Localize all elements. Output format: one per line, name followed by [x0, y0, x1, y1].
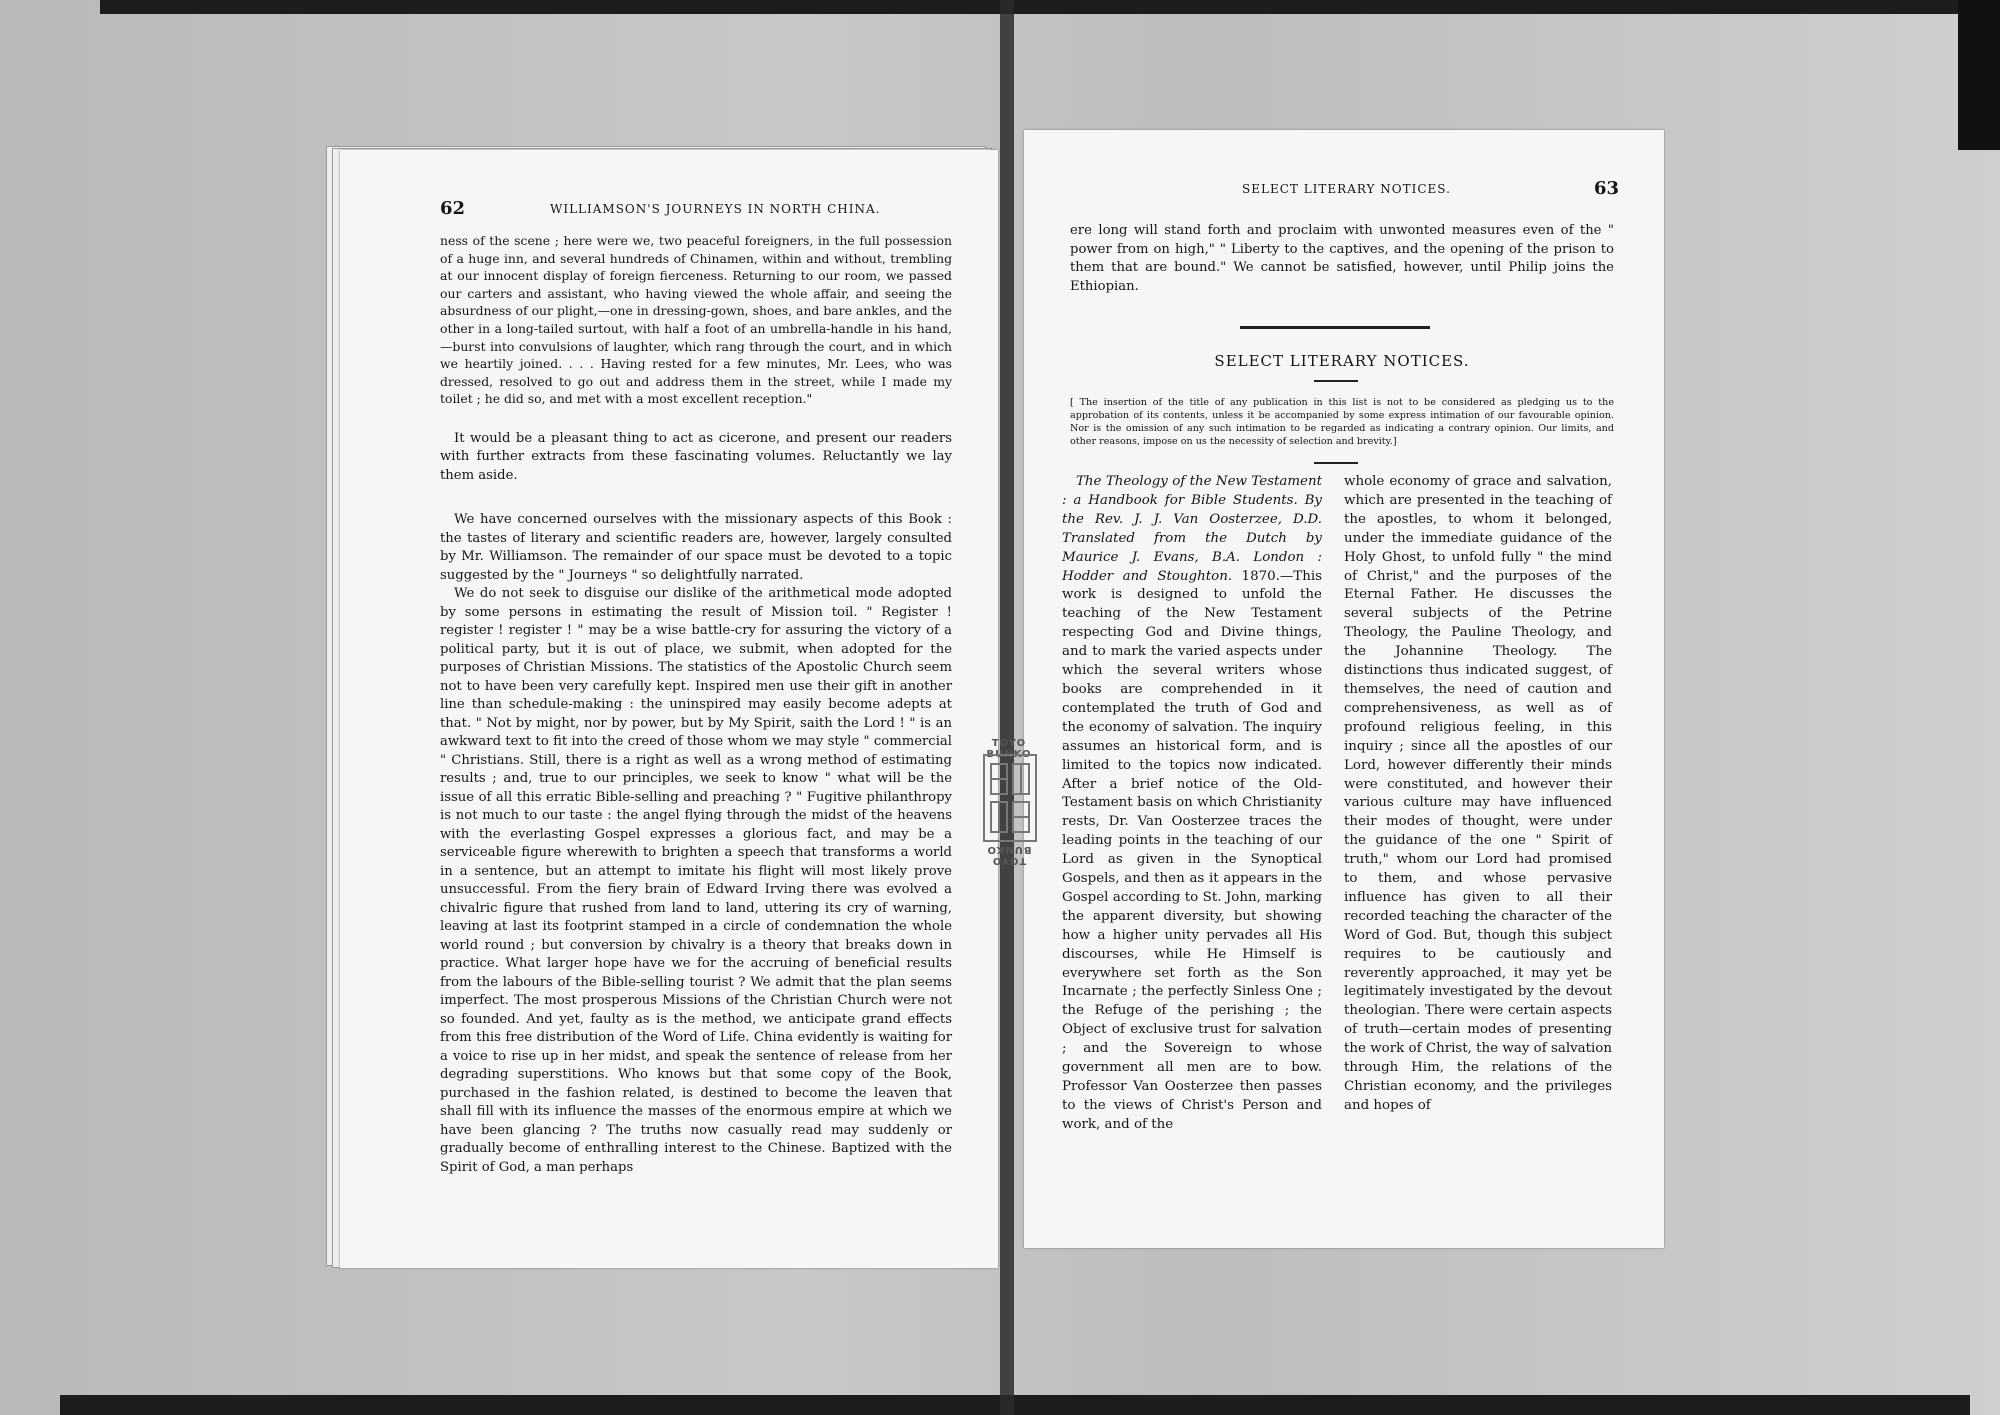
continuation-text: ere long will stand forth and proclaim with unwonted measures even of the " power from on high," " Liberty to the captives, and the opening of the prison to them that are bound." We cannot be satisfied, however, until Philip joins the Ethiopian.	[1070, 223, 1614, 294]
right-page	[1024, 130, 1664, 1248]
title-rule	[1314, 380, 1358, 382]
notice-text: whole economy of grace and salvation, which are presented in the teaching of the apostles, to whom it belonged, under the immediate guidance of the Holy Ghost, to unfold fully " the mind of Christ," and the purposes of the Eternal Father. He discusses the several subjects of the Petrine Theology, the Pauline Theology, and the Johannine Theology. The distinctions thus indicated suggest, of themselves, the need of caution and comprehensiveness, as well as of profound religious feeling, in this inquiry ; since all the apostles of our Lord, however differently their minds were constituted, and however their various culture may have influenced their modes of thought, were under the guidance of the one " Spirit of truth," whom our Lord had promised to them, and whose pervasive influence has given to all their recorded teaching the character of the Word of God. But, though this subject requires to be cautiously and reverently approached, it may yet be legitimately investigated by the devout theologian. There were certain aspects of truth—certain modes of presenting the work of Christ, the way of salvation through Him, the relations of the Christian economy, and the privileges and hopes of	[1344, 474, 1612, 1113]
page-number: 62	[440, 198, 466, 219]
editorial-note: [ The insertion of the title of any publication in this list is not to be considered as pledging us to the approbation of its contents, unless it be accompanied by some express intimation of our favourable opinion. Nor is the omission of any such intimation to be regarded as indicating a contrary opinion. Our limits, and other reasons, impose on us the necessity of selection and brevity.]	[1070, 397, 1614, 447]
body-text	[440, 232, 952, 1177]
section-divider	[1240, 326, 1430, 329]
notice-text: 1870.—This work is designed to unfold the teaching of the New Testament respecting God and Divine things, and to mark the varied aspects under which the several writers whose books are comprehended in it contemplated the truth of God and the economy of salvation. The inquiry assumes an historical form, and is limited to the topics now indicated. After a brief notice of the Old-Testament basis on which Christianity rests, Dr. Van Oosterzee traces the leading points in the teaching of our Lord as given in the Synoptical Gospels, and then as it appears in the Gospel according to St. John, marking the apparent diversity, but showing how a higher unity pervades all His discourses, while He Himself is everywhere set forth as the Son Incarnate ; the perfectly Sinless One ; the Refuge of the perishing ; the Object of exclusive trust for salvation ; and the Sovereign to whose government all men are to bow. Professor Van Oosterzee then passes to the views of Christ's Person and work, and of the	[1062, 568, 1322, 1132]
notice-column-2	[1344, 473, 1612, 1116]
page-number: 63	[1594, 178, 1620, 199]
stamp-seal-icon	[983, 754, 1037, 842]
book-gutter	[1000, 0, 1014, 1415]
note-rule	[1314, 462, 1358, 464]
scanner-edge-bottom	[60, 1395, 1970, 1415]
section-title: SELECT LITERARY NOTICES.	[1214, 352, 1470, 370]
paragraph: We do not seek to disguise our dislike of the arithmetical mode adopted by some persons in estimating the result of Mission toil. " Register ! register ! register ! " may be a wise battle-cry for assuring the victory of a political party, but it is out of place, we submit, when adopted for the purposes of Christian Missions. The statistics of the Apostolic Church seem not to have been very carefully kept. Inspired men use their gift in another line than schedule-making : the uninspired may easily become adepts at that. " Not by might, nor by power, but by My Spirit, saith the Lord ! " is an awkward text to fit into the creed of those whom we may style " commercial " Christians. Still, there is a right as well as a wrong method of estimating results ; and, true to our principles, we seek to know " what will be the issue of all this erratic Bible-selling and preaching ? " Fugitive philanthropy is not much to our taste : the angel flying through the midst of the heavens with the everlasting Gospel expresses a glorious fact, and may be a serviceable figure wherewith to brighten a speech that transforms a world in a sentence, but an attempt to imitate his flight will most likely prove unsuccessful. From the fiery brain of Edward Irving there was evolved a chivalric figure that rushed from land to land, uttering its cry of warning, leaving at last its footprint stamped in a circle of condemnation the whole world round ; but conversion by chivalry is a theory that breaks down in practice. What larger hope have we for the accruing of beneficial results from the labours of the Bible-selling tourist ? We admit that the plan seems imperfect. The most prosperous Missions of the Christian Church were not so founded. And yet, faulty as is the method, we anticipate grand effects from this free distribution of the Word of Life. China evidently is waiting for a voice to rise up in her midst, and speak the sentence of release from her degrading superstitions. Who knows but that some copy of the Book, purchased in the fashion related, is destined to become the leaven that shall fill with its influence the masses of the enormous empire at which we have been glancing ? The truths now casually read may suddenly or gradually become of enthralling interest to the Chinese. Baptized with the Spirit of God, a man perhaps	[440, 586, 952, 1175]
paragraph: We have concerned ourselves with the missionary aspects of this Book : the tastes of literary and scientific readers are, however, largely consulted by Mr. Williamson. The remainder of our space must be devoted to a topic suggested by the " Journeys " so delightfully narrated.	[440, 512, 952, 583]
library-stamp: TOYO BUNKO TOYO BUNKO	[977, 738, 1041, 858]
notice-column-1	[1062, 473, 1322, 1135]
paragraph: ness of the scene ; here were we, two peaceful foreigners, in the full possession of a huge inn, and several hundreds of Chinamen, within and without, trembling at our innocent display of foreign fierceness. Returning to our room, we passed our carters and assistant, who having viewed the whole affair, and seeing the absurdness of our plight,—one in dressing-gown, shoes, and bare ankles, and the other in a long-tailed surtout, with half a foot of an umbrella-handle in his hand,—burst into convulsions of laughter, which rang through the court, and in which we heartily joined. . . . Having rested for a few minutes, Mr. Lees, who was dressed, resolved to go out and address them in the street, while I made my toilet ; he did so, and met with a most excellent reception."	[440, 233, 952, 407]
book-citation: The Theology of the New Testament : a Handbook for Bible Students. By the Rev. J. J. Van Oosterzee, D.D. Translated from the Dutch by Maurice J. Evans, B.A. London : Hodder and Stoughton.	[1062, 474, 1322, 584]
left-page	[340, 150, 998, 1268]
paragraph: It would be a pleasant thing to act as cicerone, and present our readers with further extracts from these fascinating volumes. Reluctantly we lay them aside.	[440, 430, 952, 483]
running-head: WILLIAMSON'S JOURNEYS IN NORTH CHINA.	[550, 202, 881, 216]
scanner-edge-top	[100, 0, 1980, 14]
running-head: SELECT LITERARY NOTICES.	[1242, 182, 1451, 196]
scanner-edge-right	[1958, 0, 2000, 150]
